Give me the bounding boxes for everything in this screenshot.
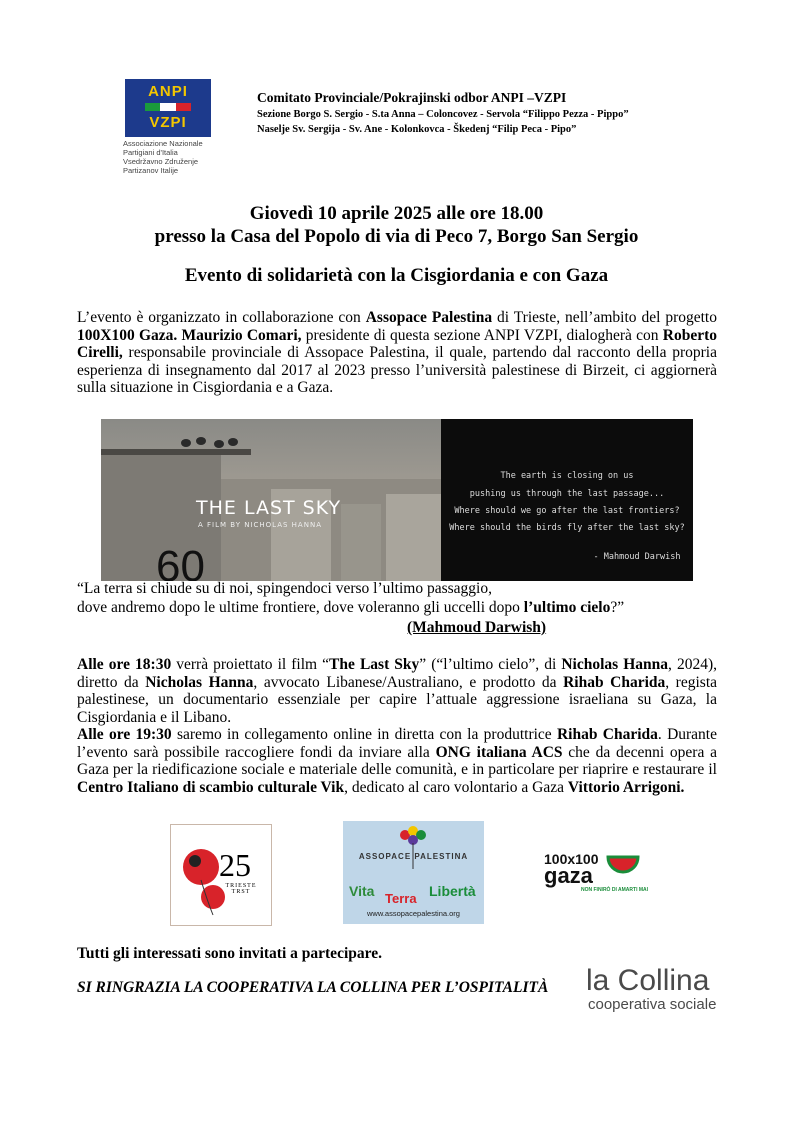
section-name-slovenian: Naselje Sv. Sergija - Sv. Ane - Kolonkovca - Škedenj “Filip Peca - Pipo” (257, 124, 577, 135)
text: , regista palestinese, un documentario essenziale per capire l’attuale aggressione israeliana su Gaza, la Cisgiordania e il Libano. (77, 673, 717, 726)
balloons-icon (343, 821, 484, 871)
anpi-caption-line: Partizanov Italije (123, 166, 179, 175)
poem-author: - Mahmoud Darwish (593, 552, 681, 562)
text: . Durante l’evento sarà possibile raccogliere fondi da inviare alla (77, 726, 717, 761)
assopace-vita: Vita (349, 883, 375, 899)
quote-line: “La terra si chiude su di noi, spingendoci verso l’ultimo passaggio, (77, 580, 492, 597)
text: che da decenni opera a Gaza per la riedificazione sociale e materiale delle comunità, e in particolare per riaprire e restaurare il (77, 743, 717, 778)
gaza-logo-tagline: NON FINIRÒ DI AMARTI MAI (581, 887, 649, 893)
anpi-logo-caption (123, 139, 243, 175)
poem-line: pushing us through the last passage... (469, 489, 665, 499)
gaza-logo-number: 100x100 (544, 851, 599, 867)
trieste-text: TRIESTE TRST (225, 883, 257, 895)
text: responsabile provinciale di Assopace Palestina, il quale, partendo dal racconto della propria esperienza di insegnamento dal 2017 al 2023 presso l’università palestinese di Birzeit, ci aggiornerà sulla situazione in Cisgiordania e a Gaza. (77, 344, 717, 396)
100x100-gaza-logo (544, 853, 654, 893)
bold-text: Nicholas Hanna (561, 656, 669, 673)
watermelon-icon (606, 855, 640, 875)
text: di Trieste, nell’ambito del progetto (492, 309, 717, 326)
bold-text: Alle ore 19:30 (77, 726, 172, 743)
thanks-text: SI RINGRAZIA LA COOPERATIVA LA COLLINA PER L’OSPITALITÀ (77, 979, 549, 996)
assopace-liberta: Libertà (429, 883, 476, 899)
25-aprile-trieste-logo (170, 824, 272, 926)
bold-text: Roberto Cirelli, (77, 326, 717, 361)
poem-line: Where should we go after the last frontiers? (454, 506, 680, 516)
bold-text: The Last Sky (329, 656, 420, 673)
text: L’evento è organizzato in collaborazione con (77, 309, 366, 326)
number-25: 25 (219, 847, 251, 883)
bold-text: 100X100 Gaza. Maurizio Comari, (77, 326, 302, 344)
assopace-palestina-logo (343, 821, 484, 924)
quote-line (77, 599, 624, 617)
invitation-text: Tutti gli interessati sono invitati a partecipare. (77, 945, 382, 962)
text: ” (“l’ultimo cielo”, di (419, 656, 562, 673)
section-name-italian: Sezione Borgo S. Sergio - S.ta Anna – Coloncovez - Servola “Filippo Pezza - Pippo” (257, 109, 629, 120)
collina-name: la Collina (586, 964, 710, 997)
anpi-caption-line: Associazione Nazionale (123, 139, 203, 148)
assopace-url: www.assopacepalestina.org (367, 909, 460, 918)
poem-line: Where should the birds fly after the last sky? (449, 523, 685, 533)
bold-text: Rihab Charida (563, 673, 666, 691)
bold-text: Vittorio Arrigoni. (567, 778, 685, 796)
bold-text: Assopace Palestina (365, 309, 493, 326)
bold-text: l’ultimo cielo (523, 599, 611, 616)
anpi-caption-line: Vsedržavno Združenje (123, 157, 199, 166)
film-poster-image (101, 419, 693, 581)
event-title: Evento di solidarietà con la Cisgiordania e con Gaza (184, 265, 609, 286)
committee-heading: Comitato Provinciale/Pokrajinski odbor ANPI –VZPI (257, 90, 567, 105)
quote-author: (Mahmoud Darwish) (407, 619, 547, 636)
bold-text: Centro Italiano di scambio culturale Vik (77, 778, 345, 796)
anpi-vzpi-logo (121, 79, 211, 179)
intro-paragraph (77, 309, 717, 397)
bold-text: ONG italiana ACS (435, 743, 563, 761)
bold-text: Alle ore 18:30 (77, 656, 172, 673)
text: ?” (610, 599, 625, 616)
film-quote-panel (441, 419, 693, 581)
text: , dedicato al caro volontario a Gaza (344, 778, 568, 796)
text: verrà proiettato il film “ (171, 656, 330, 673)
bold-text: Nicholas Hanna (145, 673, 254, 691)
anpi-caption-line: Partigiani d'Italia (123, 148, 178, 157)
collina-subtitle: cooperativa sociale (588, 996, 717, 1013)
event-place: presso la Casa del Popolo di via di Peco 7, Borgo San Sergio (154, 226, 639, 247)
svg-text:60: 60 (156, 542, 205, 581)
film-still-photo (101, 419, 441, 581)
text: presidente di questa sezione ANPI VZPI, dialogherà con (301, 326, 663, 344)
vzpi-logo-text: VZPI (149, 114, 187, 131)
bold-text: Rihab Charida (556, 726, 658, 743)
assopace-terra: Terra (385, 891, 417, 906)
text: dove andremo dopo le ultime frontiere, dove voleranno gli uccelli dopo (77, 599, 524, 616)
assopace-name: ASSOPACE PALESTINA (358, 852, 469, 861)
event-date: Giovedì 10 aprile 2025 alle ore 18.00 (249, 203, 544, 224)
gaza-logo-word: gaza (544, 863, 593, 888)
poem-line: The earth is closing on us (500, 471, 634, 481)
program-paragraph (77, 656, 717, 796)
film-subtitle: A FILM BY NICHOLAS HANNA (198, 521, 322, 529)
text: , 2024), diretto da (77, 656, 717, 691)
anpi-logo-top-text: ANPI (148, 83, 188, 100)
la-collina-logo (586, 964, 736, 1016)
text: saremo in collegamento online in diretta con la produttrice (171, 726, 557, 743)
text: , avvocato Libanese/Australiano, e prodotto da (253, 673, 564, 691)
film-title: THE LAST SKY (196, 497, 342, 519)
